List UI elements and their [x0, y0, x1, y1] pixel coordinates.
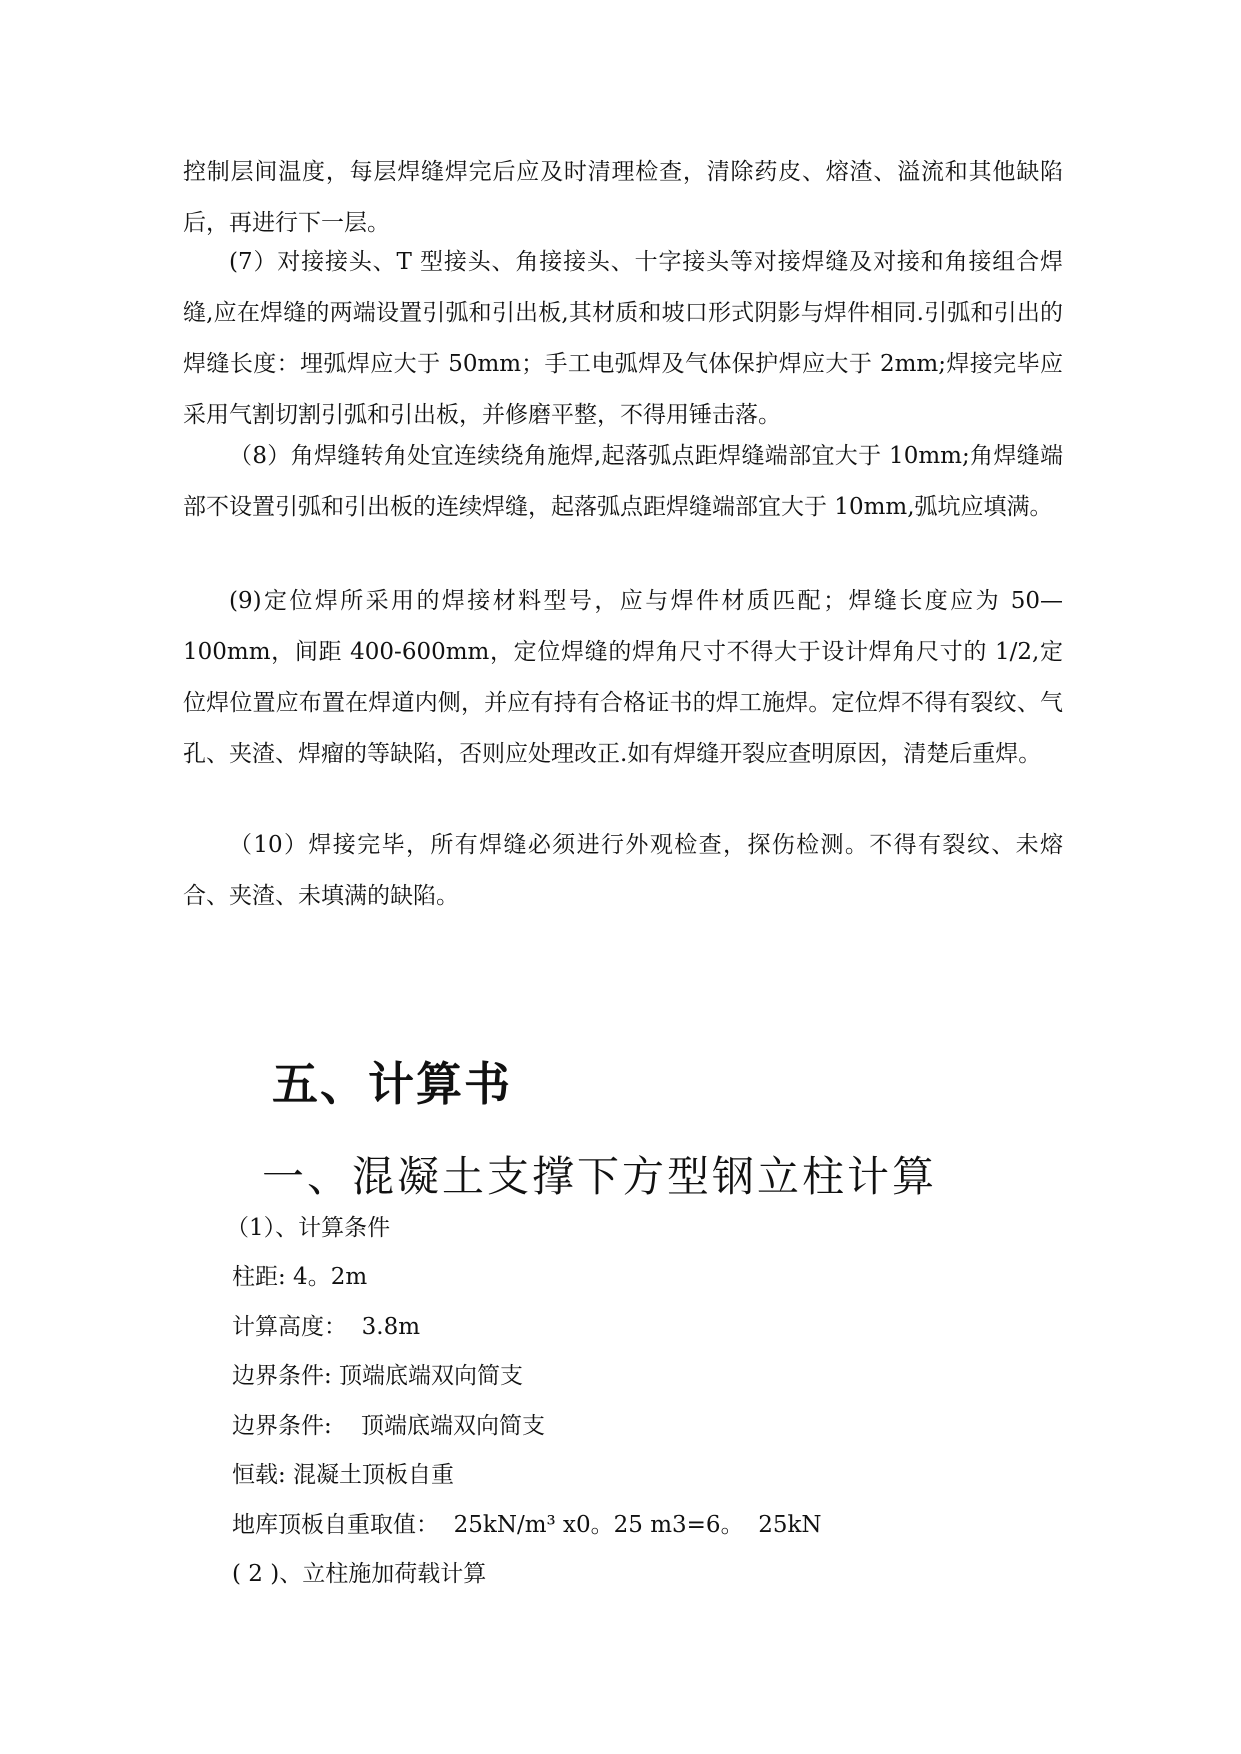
calc-heading-load: ( 2 )、立柱施加荷载计算 — [232, 1561, 487, 1587]
calc-dead-load: 恒载: 混凝土顶板自重 — [232, 1462, 455, 1488]
paragraph-continuation: 控制层间温度，每层焊缝焊完后应及时清理检查，清除药皮、熔渣、溢流和其他缺陷后，再进行下一层。 — [183, 159, 1063, 236]
calc-boundary-condition-repeat: 边界条件: 顶端底端双向简支 — [232, 1413, 545, 1439]
calc-boundary-condition: 边界条件: 顶端底端双向简支 — [232, 1363, 524, 1389]
paragraph-item-7: (7）对接接头、T 型接头、角接接头、十字接头等对接焊缝及对接和角接组合焊缝,应在焊缝的两端设置引弧和引出板,其材质和坡口形式阴影与焊件相同.引弧和引出的焊缝长度：埋弧焊应大于 50mm；手工电弧焊及气体保护焊应大于 2mm;焊接完毕应采用气割切割引弧和引出板，并修磨平整，不得用锤击落。 — [183, 249, 1063, 428]
calc-column-spacing: 柱距: 4。2m — [232, 1264, 368, 1290]
subsection-title: 一、混凝土支撑下方型钢立柱计算 — [262, 1152, 938, 1201]
section-title: 五、计算书 — [272, 1057, 512, 1111]
calc-roof-self-weight: 地库顶板自重取值： 25kN/m³ x0。25 m3=6。 25kN — [232, 1512, 822, 1538]
paragraph-item-8: （8）角焊缝转角处宜连续绕角施焊,起落弧点距焊缝端部宜大于 10mm;角焊缝端部不设置引弧和引出板的连续焊缝，起落弧点距焊缝端部宜大于 10mm,弧坑应填满。 — [183, 443, 1063, 520]
calc-heading-conditions: （1）、计算条件 — [226, 1215, 391, 1241]
paragraph-item-10: （10）焊接完毕，所有焊缝必须进行外观检查，探伤检测。不得有裂纹、未熔合、夹渣、未填满的缺陷。 — [183, 832, 1063, 909]
calc-height: 计算高度： 3.8m — [232, 1314, 421, 1340]
paragraph-item-9: (9)定位焊所采用的焊接材料型号，应与焊件材质匹配；焊缝长度应为 50—100mm，间距 400-600mm，定位焊缝的焊角尺寸不得大于设计焊角尺寸的 1/2,定位焊位置应布置在焊道内侧，并应有持有合格证书的焊工施焊。定位焊不得有裂纹、气孔、夹渣、焊瘤的等缺陷，否则应处理改正.如有焊缝开裂应查明原因，清楚后重焊。 — [183, 588, 1063, 767]
